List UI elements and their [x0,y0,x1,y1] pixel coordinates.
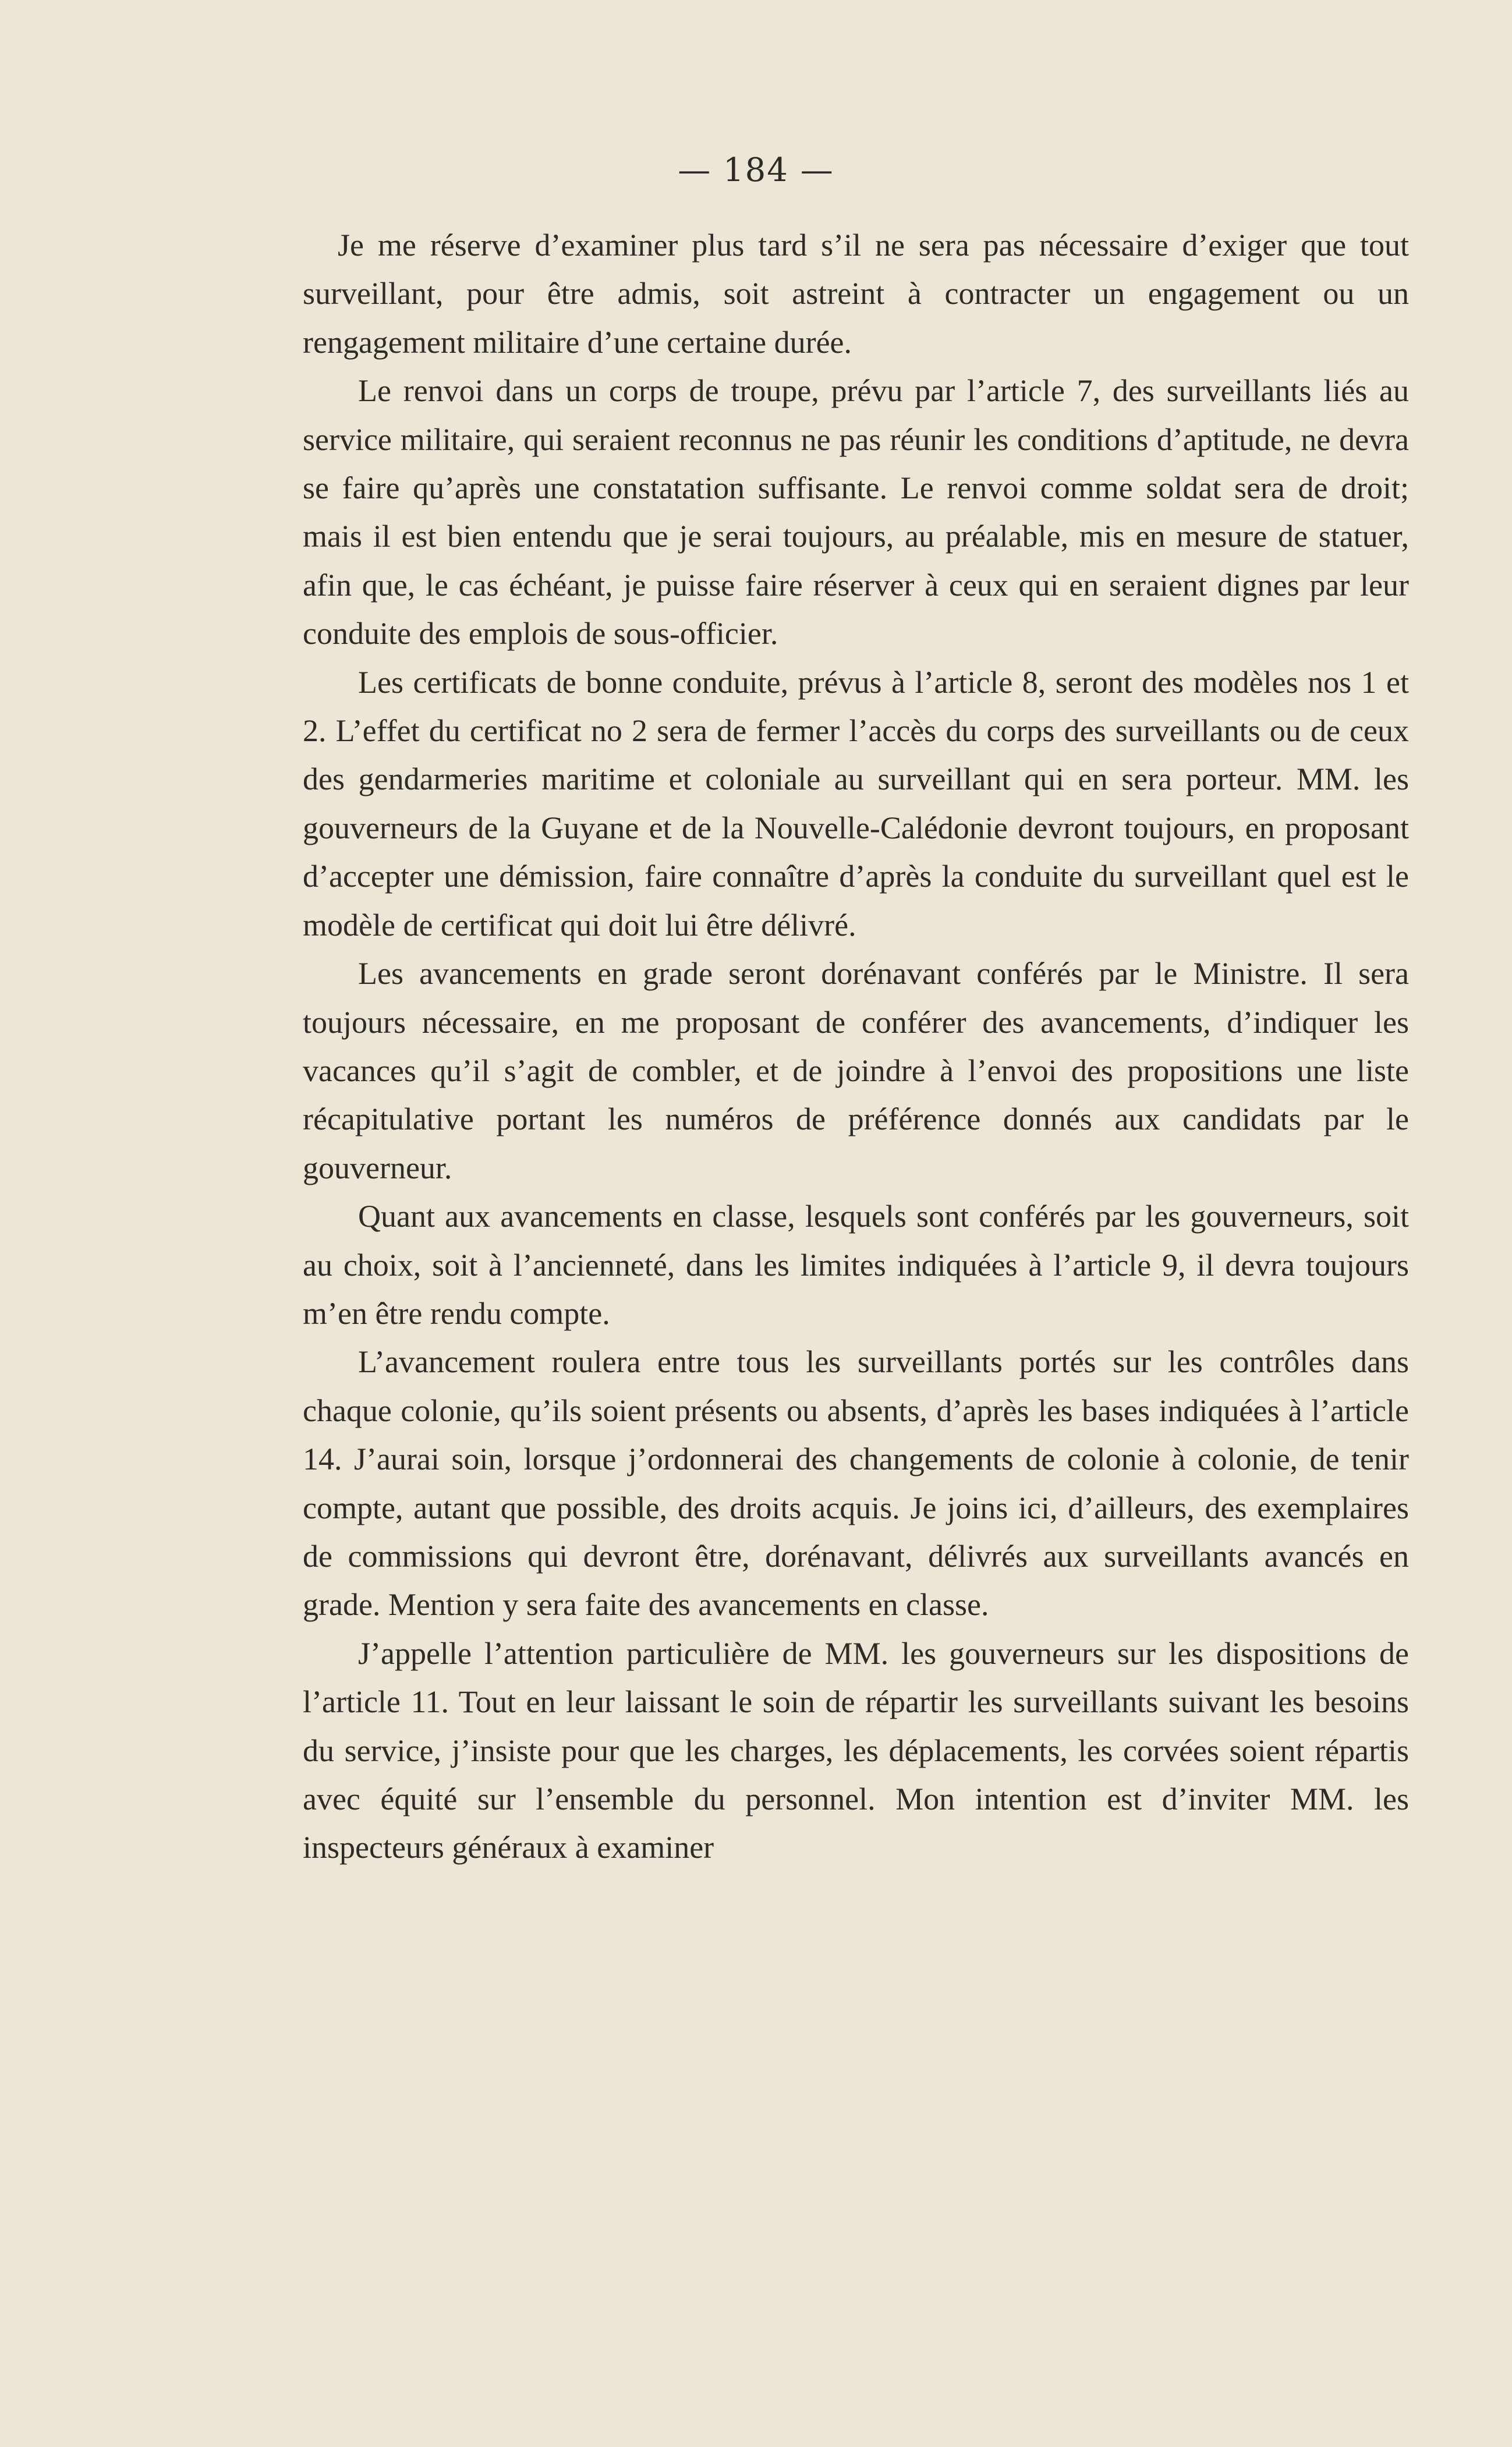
page-number: — 184 — [678,151,834,189]
paragraph-4: Les avancements en grade seront dorénavant conférés par le Ministre. Il sera toujours nécessaire, en me proposant de conférer des avancements, d’indiquer les vacances qu’il s’agit de combler, et de joindre à l’envoi des propositions une liste récapitulative portant les numéros de préférence donnés aux candidats par le gouverneur. [303,956,1409,1185]
paragraph-6: L’avancement roulera entre tous les surveillants portés sur les contrôles dans chaque colonie, qu’ils soient présents ou absents, d’après les bases indiquées à l’article 14. J’aurai soin, lorsque j’ordonnerai des changements de colonie à colonie, de tenir compte, autant que possible, des droits acquis. Je joins ici, d’ailleurs, des exemplaires de commissions qui devront être, dorénavant, délivrés aux surveillants avancés en grade. Mention y sera faite des avancements en classe. [303,1344,1409,1623]
paragraph-3: Les certificats de bonne conduite, prévus à l’article 8, seront des modèles nos 1 et 2. L’effet du certificat no 2 sera de fermer l’accès du corps des surveillants ou de ceux des gendarmeries maritime et coloniale au surveillant qui en sera porteur. MM. les gouverneurs de la Guyane et de la Nouvelle-Calédonie devront toujours, en proposant d’accepter une démission, faire connaître d’après la conduite du surveillant quel est le modèle de certificat qui doit lui être délivré. [303,664,1409,943]
body-text [303,221,1409,1872]
paragraph-5: Quant aux avancements en classe, lesquels sont conférés par les gouverneurs, soit au choix, soit à l’ancienneté, dans les limites indiquées à l’article 9, il devra toujours m’en être rendu compte. [303,1199,1409,1331]
paragraph-7: J’appelle l’attention particulière de MM. les gouverneurs sur les dispositions de l’article 11. Tout en leur laissant le soin de répartir les surveillants suivant les besoins du service, j’insiste pour que les charges, les déplacements, les corvées soient répartis avec équité sur l’ensemble du personnel. Mon intention est d’inviter MM. les inspecteurs généraux à examiner [303,1635,1409,1865]
paragraph-1: Je me réserve d’examiner plus tard s’il ne sera pas nécessaire d’exiger que tout surveillant, pour être admis, soit astreint à contracter un engagement ou un rengagement militaire d’une certaine durée. [303,228,1409,360]
paragraph-2: Le renvoi dans un corps de troupe, prévu par l’article 7, des surveillants liés au service militaire, qui seraient reconnus ne pas réunir les conditions d’aptitude, ne devra se faire qu’après une constatation suffisante. Le renvoi comme soldat sera de droit; mais il est bien entendu que je serai toujours, au préalable, mis en mesure de statuer, afin que, le cas échéant, je puisse faire réserver à ceux qui en seraient dignes par leur conduite des emplois de sous-officier. [303,373,1409,651]
